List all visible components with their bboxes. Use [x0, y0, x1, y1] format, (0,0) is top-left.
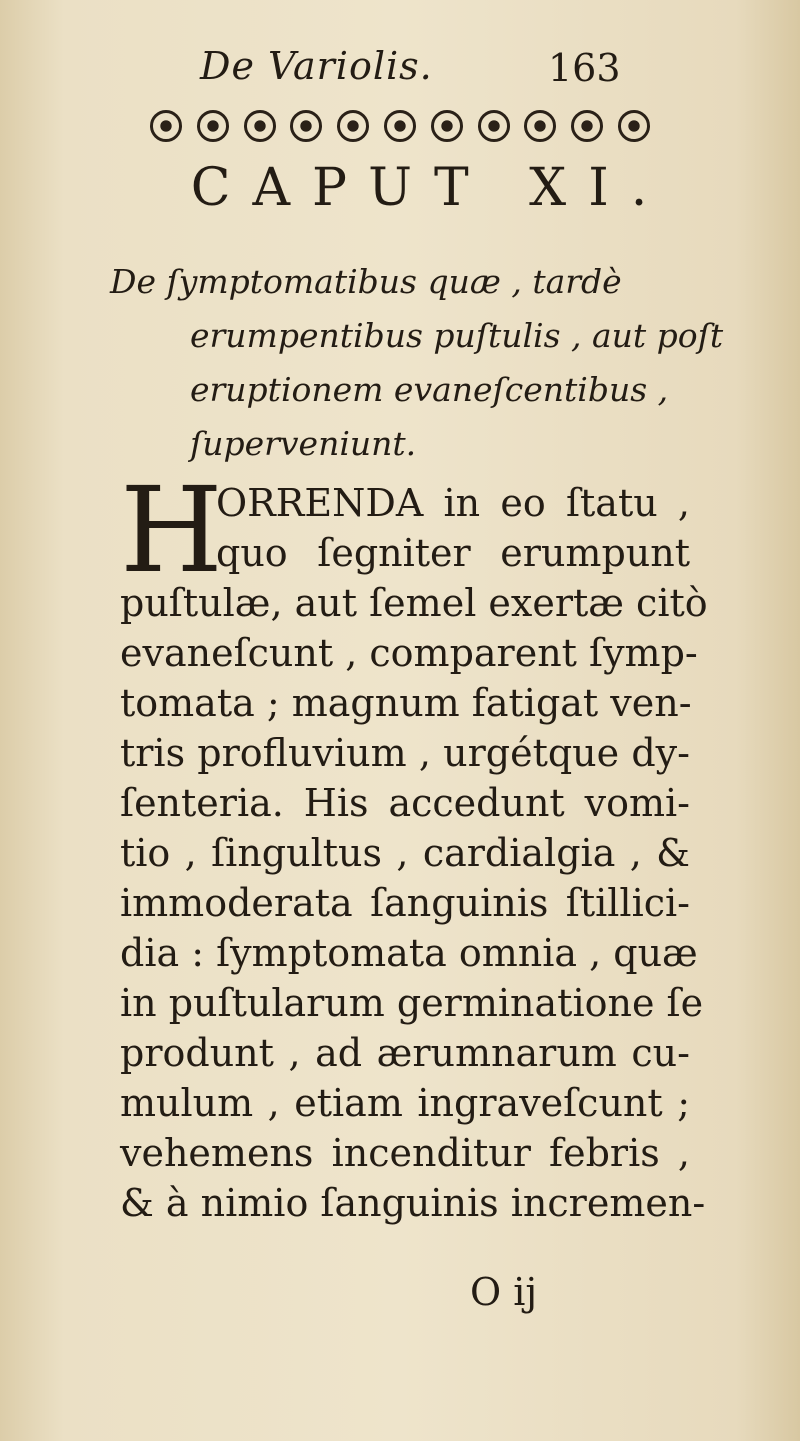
text-line: tio , ſingultus , cardialgia , &	[120, 831, 690, 875]
subtitle-line: erumpentibus puſtulis , aut poſt	[190, 316, 724, 355]
running-title: De Variolis.	[200, 44, 433, 88]
ornament-icon	[618, 110, 650, 142]
ornament-icon	[478, 110, 510, 142]
page-number: 163	[548, 46, 621, 90]
subtitle-line: De ſymptomatibus quæ , tardè	[110, 262, 622, 301]
text-line: puſtulæ, aut ſemel exertæ citò	[120, 581, 708, 625]
text-line: mulum , etiam ingraveſcunt ;	[120, 1081, 690, 1125]
ornament-icon	[244, 110, 276, 142]
ornament-icon	[384, 110, 416, 142]
ornamental-band	[150, 104, 650, 148]
text-line: dia : ſymptomata omnia , quæ	[120, 931, 698, 975]
ornament-icon	[431, 110, 463, 142]
chapter-subtitle	[110, 255, 724, 471]
text-line: immoderata ſanguinis ſtillici-	[120, 881, 690, 925]
subtitle-line: eruptionem evaneſcentibus ,	[190, 370, 669, 409]
body-text	[120, 461, 708, 1228]
drop-cap: H	[120, 461, 223, 599]
text-line: ORRENDA in eo ſtatu ,	[216, 481, 690, 525]
ornament-icon	[571, 110, 603, 142]
ornament-icon	[337, 110, 369, 142]
text-line: produnt , ad ærumnarum cu-	[120, 1031, 690, 1075]
subtitle-line: ſuperveniunt.	[190, 424, 417, 463]
ornament-icon	[150, 110, 182, 142]
ornament-icon	[524, 110, 556, 142]
ornament-icon	[290, 110, 322, 142]
text-line: evaneſcunt , comparent ſymp-	[120, 631, 698, 675]
running-head	[0, 44, 800, 94]
text-line: tomata ; magnum fatigat ven-	[120, 681, 692, 725]
text-line: quo ſegniter erumpunt	[216, 531, 690, 575]
chapter-heading: CAPUT XI.	[190, 158, 670, 218]
signature-mark: O ij	[470, 1270, 538, 1314]
text-line: tris profluvium , urgétque dy-	[120, 731, 690, 775]
text-line: ſenteria. His accedunt vomi-	[120, 781, 690, 825]
ornament-icon	[197, 110, 229, 142]
text-line: & à nimio ſanguinis incremen-	[120, 1181, 706, 1225]
text-line: in puſtularum germinatione ſe	[120, 981, 704, 1025]
text-line: vehemens incenditur febris ,	[120, 1131, 690, 1175]
